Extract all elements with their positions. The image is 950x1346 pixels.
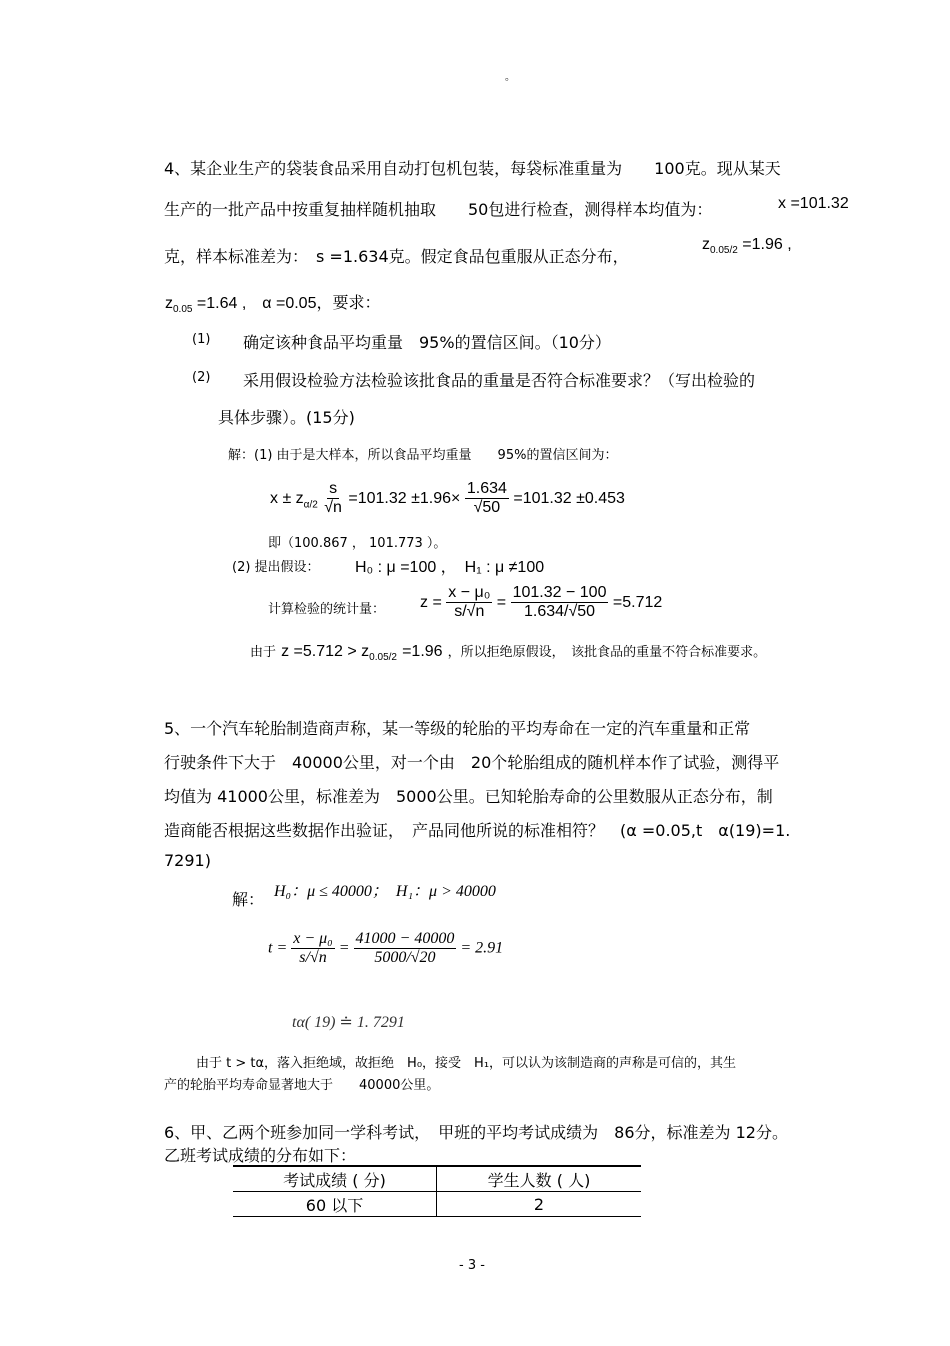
table-header-score: 考试成绩 ( 分) — [233, 1166, 437, 1192]
q5-solution-label: 解： — [232, 890, 265, 909]
table-header-row — [233, 1166, 641, 1192]
q5-t-formula: t = $\frac{\text{x − μ₀}}{s/√n}$ = $\frac{41000 - 40000}{5000/√20}$ = 2.91 — [268, 930, 504, 967]
q4-item1-num: (1) — [192, 332, 211, 347]
q4-conclusion: 由于 $z =5.712 > z_{0.05/2} =1.96$ ，所以拒绝原假设， 该批食品的重量不符合标准要求。 — [250, 643, 767, 664]
q5-line-4: 造商能否根据这些数据作出验证， 产品同他所说的标准相符？ (α =0.05,t α(19)=1. — [164, 821, 791, 840]
grade-distribution-table — [233, 1165, 641, 1217]
q5-conclusion-2: 产的轮胎平均寿命显著地大于 40000公里。 — [164, 1078, 440, 1093]
q5-line-2: 行驶条件下大于 40000公里，对一个由 20个轮胎组成的随机样本作了试验，测得平 — [164, 753, 780, 772]
q4-ci-result: 即（100.867 ， 101.773 ）。 — [268, 536, 447, 551]
table-cell-count: 2 — [437, 1192, 642, 1217]
q4-line-1: 4、某企业生产的袋装食品采用自动打包机包装，每袋标准重量为 100克。现从某天 — [164, 159, 781, 178]
q5-conclusion-1: 由于 t > tα，落入拒绝域，故拒绝 H₀，接受 H₁，可以认为该制造商的声称是可信的，其生 — [196, 1056, 737, 1071]
q5-t-critical: tα( 19) ≐ 1. 7291 — [292, 1014, 405, 1031]
q4-xbar: x =101.32 — [778, 195, 849, 212]
q4-line-2: 生产的一批产品中按重复抽样随机抽取 50包进行检查，测得样本均值为： — [164, 200, 713, 219]
table-header-count: 学生人数 ( 人) — [437, 1166, 642, 1192]
q4-z-formula: z = $\frac{\text{x − μ₀}}{s/√n}$ = $\frac{101.32 - 100}{1.634/√50}$ =5.712 — [420, 584, 663, 621]
page-number: - 3 - — [459, 1258, 485, 1273]
q4-stat-label: 计算检验的统计量： — [268, 602, 386, 617]
table-cell-score: 60 以下 — [233, 1192, 437, 1217]
q5-line-1: 5、一个汽车轮胎制造商声称，某一等级的轮胎的平均寿命在一定的汽车重量和正常 — [164, 719, 751, 738]
q4-item2: 采用假设检验方法检验该批食品的重量是否符合标准要求？（写出检验的 — [243, 371, 756, 390]
q4-solution-intro: 解：(1) 由于是大样本，所以食品平均重量 95%的置信区间为： — [228, 448, 618, 463]
q4-item2-num: (2) — [192, 370, 211, 385]
q4-ci-formula: $x \pm z_{\alpha/2}$ $\frac{s}{√n}$ =101.32 ±1.96× $\frac{1.634}{√50}$ =101.32 ±0.453 — [270, 480, 625, 517]
q6-line-1: 6、甲、乙两个班参加同一学科考试， 甲班的平均考试成绩为 86分，标准差为 12分。 — [164, 1123, 788, 1142]
q5-hypotheses: H₀：μ ≤ 40000； H₁：μ > 40000 — [274, 883, 496, 900]
header-mark: 。 — [505, 72, 515, 83]
q4-hypotheses: H₀ : μ =100 ， H₁ : μ ≠100 — [355, 559, 545, 576]
q4-z005: $z_{0.05} =1.64$ , α =0.05，要求： — [165, 295, 381, 316]
q4-hyp-label: (2) 提出假设： — [232, 560, 320, 575]
q4-item1: 确定该种食品平均重量 95%的置信区间。（10分） — [243, 333, 611, 352]
q4-line-3: 克，样本标准差为： s =1.634克。假定食品包重服从正态分布， — [164, 247, 629, 266]
q4-item2-cont: 具体步骤）。(15分) — [218, 408, 355, 427]
q6-line-2: 乙班考试成绩的分布如下： — [164, 1146, 357, 1165]
q5-line-5: 7291) — [164, 851, 211, 870]
table-row — [233, 1192, 641, 1217]
q4-z-half: $z_{0.05/2} =1.96$ , — [702, 236, 792, 257]
q5-line-3: 均值为 41000公里，标准差为 5000公里。已知轮胎寿命的公里数服从正态分布，制 — [164, 787, 773, 806]
